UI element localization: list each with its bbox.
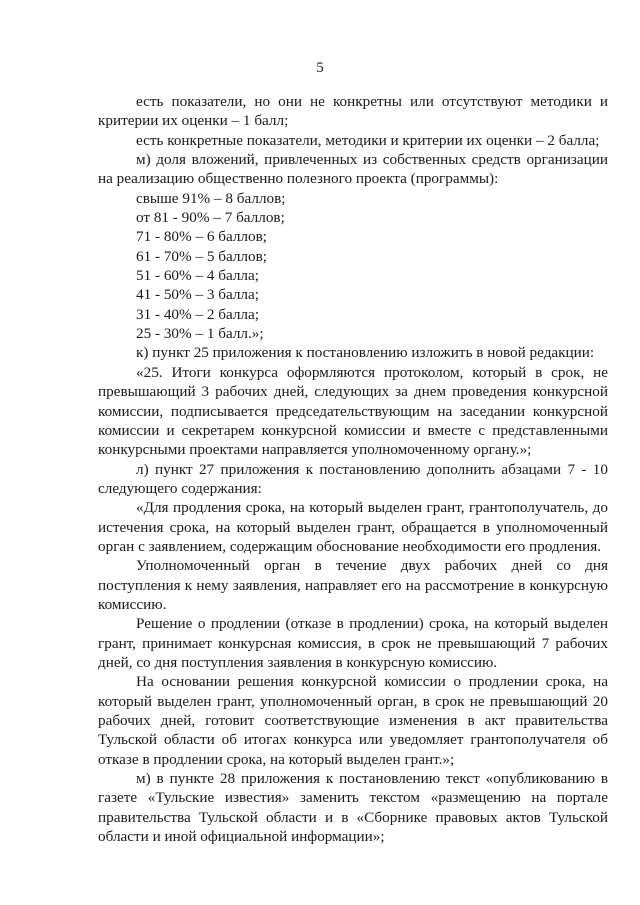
paragraph: есть конкретные показатели, методики и критерии их оценки – 2 балла; — [136, 131, 600, 149]
list-item: 51 - 60% – 4 балла; — [136, 267, 259, 285]
paragraph: м) в пункте 28 приложения к постановлению текст «опубликованию в газете «Тульские известия» заменить текстом «размещению на портале правительства Тульской области и в «Сборнике правовых актов Тульской области и иной официальной информации»; — [98, 770, 608, 846]
document-body — [98, 92, 608, 846]
paragraph: к) пункт 25 приложения к постановлению изложить в новой редакции: — [136, 344, 595, 362]
paragraph: Решение о продлении (отказе в продлении) срока, на который выделен грант, принимает конкурсная комиссия, в срок не превышающий 7 рабочих дней, со дня поступления заявления в конкурсную комиссию. — [98, 615, 608, 671]
list-item: 61 - 70% – 5 баллов; — [136, 247, 267, 265]
paragraph: «25. Итоги конкурса оформляются протоколом, который в срок, не превышающий 3 рабочих дней, следующих за днем проведения конкурсной комиссии, подписывается председательствующим на заседании конкурсной комиссии и секретарем конкурсной комиссии и вместе с представленными конкурсными проектами направляется уполномоченному органу.»; — [98, 363, 608, 459]
paragraph: м) доля вложений, привлеченных из собственных средств организации на реализацию общественно полезного проекта (программы): — [98, 151, 608, 188]
list-item: 25 - 30% – 1 балл.»; — [136, 325, 264, 343]
list-item: 71 - 80% – 6 баллов; — [136, 228, 267, 246]
paragraph: л) пункт 27 приложения к постановлению дополнить абзацами 7 - 10 следующего содержания: — [98, 460, 608, 497]
paragraph: «Для продления срока, на который выделен грант, грантополучатель, до истечения срока, на который выделен грант, обращается в уполномоченный орган с заявлением, содержащим обоснование необходимости его продления. — [98, 499, 608, 555]
page-number: 5 — [316, 60, 324, 76]
paragraph: Уполномоченный орган в течение двух рабочих дней со дня поступления к нему заявления, направляет его на рассмотрение в конкурсную комиссию. — [98, 557, 608, 613]
list-item: от 81 - 90% – 7 баллов; — [136, 209, 285, 227]
list-item: свыше 91% – 8 баллов; — [136, 189, 286, 207]
list-item: 31 - 40% – 2 балла; — [136, 305, 259, 323]
paragraph: есть показатели, но они не конкретны или отсутствуют методики и критерии их оценки – 1 балл; — [98, 93, 608, 130]
list-item: 41 - 50% – 3 балла; — [136, 286, 259, 304]
paragraph: На основании решения конкурсной комиссии о продлении срока, на который выделен грант, уполномоченный орган, в срок не превышающий 20 рабочих дней, готовит соответствующие изменения в акт правительства Тульской области об итогах конкурса или уведомляет грантополучателя об отказе в продлении срока, на который выделен грант.»; — [98, 673, 608, 768]
